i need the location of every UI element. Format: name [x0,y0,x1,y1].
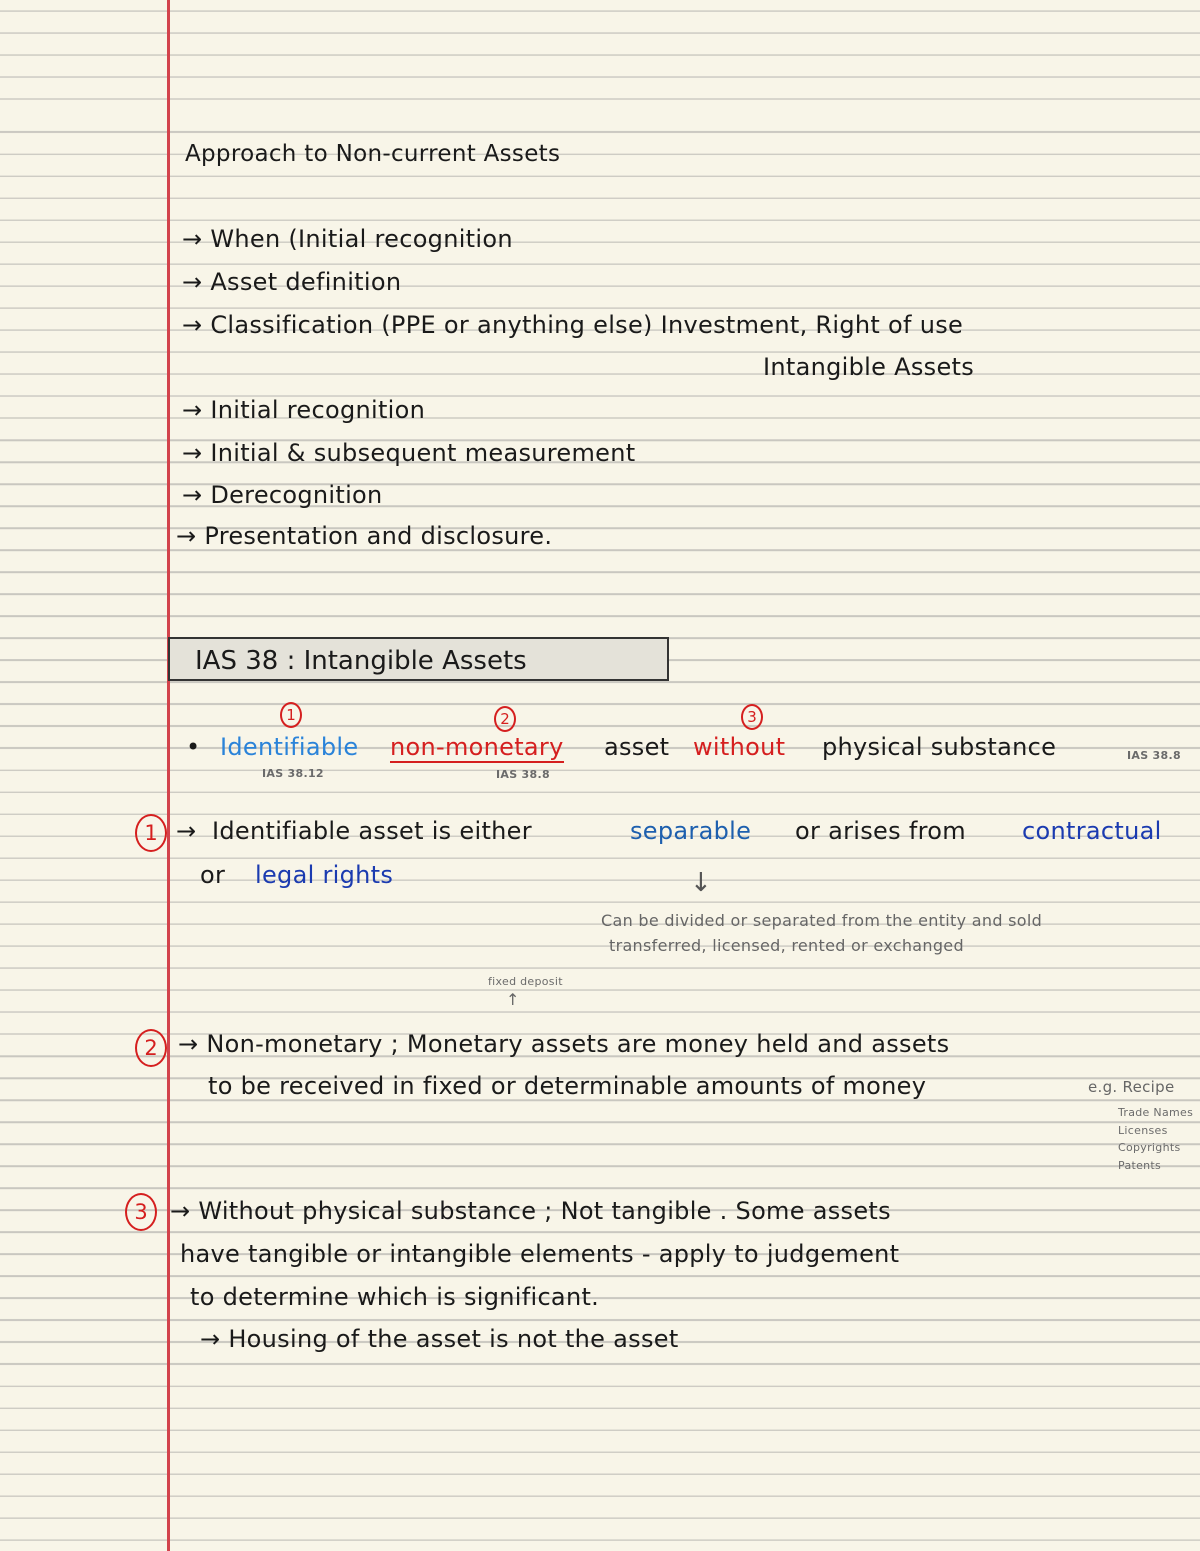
definition-asset: asset [604,733,670,761]
note-title: Approach to Non-current Assets [185,141,561,167]
point2-eg-item: Patents [1118,1159,1162,1172]
fixed-deposit-arrow: ↑ [506,990,520,1009]
approach-item-classification: → Classification (PPE or anything else) Investment, Right of use [182,311,964,339]
definition-without: without [693,733,786,761]
marker-circle-1-small: 1 [280,702,302,728]
point1-arrow: → [176,817,197,845]
approach-item-measurement: → Initial & subsequent measurement [182,439,636,467]
point3-line1: → Without physical substance ; Not tangible . Some assets [170,1197,891,1225]
point1-note-line1: Can be divided or separated from the entity and sold [601,911,1043,930]
definition-ref-main: IAS 38.8 [1127,749,1181,762]
definition-ref-non-monetary: IAS 38.8 [496,768,550,781]
marker-circle-2-small: 2 [494,706,516,732]
point2-line2: to be received in fixed or determinable amounts of money [208,1072,927,1100]
point2-eg-item: Trade Names [1118,1106,1194,1119]
section-heading-box [168,637,669,681]
point1-down-arrow: ↓ [690,868,713,898]
marker-circle-3-small: 3 [741,704,763,730]
definition-ref-identifiable: IAS 38.12 [262,767,324,780]
approach-item-initial-recognition: → Initial recognition [182,396,426,424]
definition-identifiable: Identifiable [220,733,359,761]
point2-line1: → Non-monetary ; Monetary assets are money held and assets [178,1030,950,1058]
fixed-deposit-note: fixed deposit [488,975,563,988]
point1-or: or [200,861,226,889]
definition-non-monetary: non-monetary [390,733,564,761]
section-heading: IAS 38 : Intangible Assets [195,646,527,676]
point3-line4: → Housing of the asset is not the asset [200,1325,679,1353]
marker-circle-2: 2 [135,1029,167,1067]
point2-eg-label: e.g. Recipe [1088,1078,1175,1096]
marker-circle-1: 1 [135,814,167,852]
point2-eg-item: Licenses [1118,1124,1168,1137]
approach-item-presentation: → Presentation and disclosure. [176,522,553,550]
point2-eg-item: Copyrights [1118,1141,1181,1154]
margin-line [167,0,170,1551]
point1-note-line2: transferred, licensed, rented or exchanged [609,936,964,955]
definition-physical-substance: physical substance [822,733,1057,761]
point3-line2: have tangible or intangible elements - apply to judgement [180,1240,900,1268]
approach-item-derecognition: → Derecognition [182,481,383,509]
point1-text-b: or arises from [795,817,966,845]
marker-circle-3: 3 [125,1193,157,1231]
point3-line3: to determine which is significant. [190,1283,600,1311]
approach-item-asset-definition: → Asset definition [182,268,402,296]
point1-separable: separable [630,817,752,845]
approach-item-when: → When (Initial recognition [182,225,513,253]
approach-item-intangible-assets: Intangible Assets [763,353,975,381]
point1-text-a: Identifiable asset is either [212,817,532,845]
point1-legal-rights: legal rights [255,861,394,889]
point1-contractual: contractual [1022,817,1162,845]
definition-bullet: • [186,733,201,761]
